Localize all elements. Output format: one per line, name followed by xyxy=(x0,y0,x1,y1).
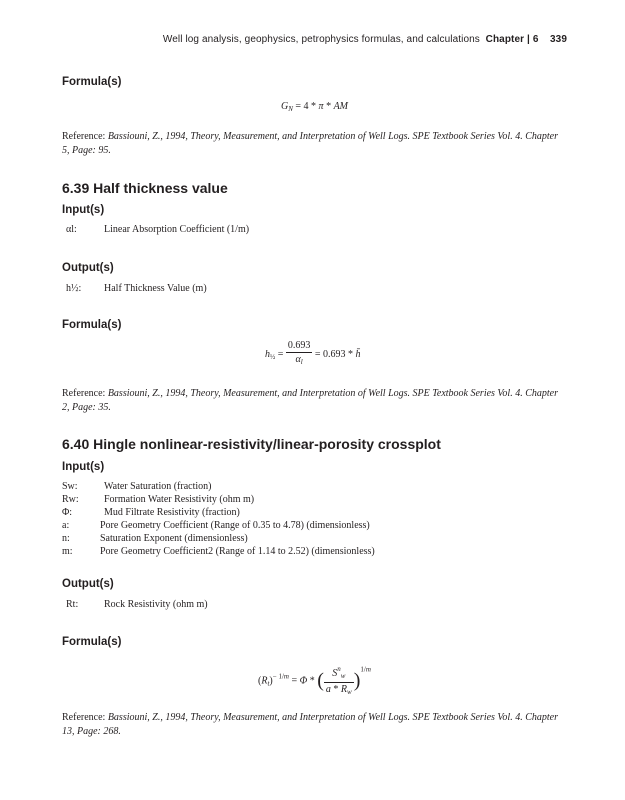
input-description: Water Saturation (fraction) xyxy=(104,481,212,492)
formula-gn: $G_N = 4 * \pi$ * AM xyxy=(281,101,349,113)
formula-heading: Formula(s) xyxy=(62,319,122,331)
input-symbol: Rw: xyxy=(62,494,79,505)
output-description: Rock Resistivity (ohm m) xyxy=(104,599,208,610)
output-symbol: Rt: xyxy=(66,599,79,610)
formula-heading: Formula(s) xyxy=(62,76,122,88)
reference-paragraph xyxy=(62,130,562,158)
section-title-6-40: 6.40 Hingle nonlinear-resistivity/linear-porosity crossplot xyxy=(62,436,441,452)
input-description: Formation Water Resistivity (ohm m) xyxy=(104,494,255,505)
output-description: Half Thickness Value (m) xyxy=(104,283,207,294)
chapter-number: 6 xyxy=(532,34,539,45)
reference-text: Bassiouni, Z., 1994, Theory, Measurement, and Interpretation of Well Logs. SPE Textbook Series Vol. 4. Chapter 13, Page: 268. xyxy=(62,712,558,737)
input-description: Pore Geometry Coefficient (Range of 0.35 to 4.78) (dimensionless) xyxy=(100,520,370,531)
chapter-label: Chapter xyxy=(485,34,525,45)
inputs-heading: Input(s) xyxy=(62,204,105,216)
reference-prefix: Reference: xyxy=(62,712,106,723)
input-symbol: αl: xyxy=(66,224,77,235)
reference-prefix: Reference: xyxy=(62,131,106,142)
input-symbol: Sw: xyxy=(62,481,78,492)
formula-half-thickness: $h_{\frac{1}{2}}$ = $\frac{0.693}{\alpha_l}$ = 0.693 * h̄ xyxy=(265,340,361,369)
reference-paragraph xyxy=(62,387,562,415)
outputs-heading: Output(s) xyxy=(62,262,114,274)
page-number: 339 xyxy=(550,34,567,45)
input-symbol: n: xyxy=(62,533,70,544)
formula-hingle: $(R_t)^{- 1/m} = \Phi$ * ( $\frac{S^n_w}{a * R_w}$ )$^{1/m}$ xyxy=(258,663,371,699)
input-description: Saturation Exponent (dimensionless) xyxy=(100,533,248,544)
outputs-heading: Output(s) xyxy=(62,578,114,590)
fraction: $\frac{0.693}{\alpha_l}$ xyxy=(287,340,311,366)
input-symbol: Φ: xyxy=(62,507,73,518)
header-separator: | xyxy=(527,34,530,45)
running-title: Well log analysis, geophysics, petrophysics formulas, and calculations xyxy=(162,34,480,45)
input-symbol: a: xyxy=(62,520,70,531)
input-description: Mud Filtrate Resistivity (fraction) xyxy=(104,507,240,518)
reference-text: Bassiouni, Z., 1994, Theory, Measurement, and Interpretation of Well Logs. SPE Textbook Series Vol. 4. Chapter 2, Page: 35. xyxy=(62,388,558,413)
input-description: Linear Absorption Coefficient (1/m) xyxy=(104,224,250,235)
fraction: $\frac{S^n_w}{a * R_w}$ xyxy=(325,665,352,696)
reference-text: Bassiouni, Z., 1994, Theory, Measurement, and Interpretation of Well Logs. SPE Textbook Series Vol. 4. Chapter 5, Page: 95. xyxy=(62,131,558,156)
reference-paragraph xyxy=(62,711,562,739)
running-header xyxy=(163,34,567,45)
inputs-heading: Input(s) xyxy=(62,461,105,473)
reference-prefix: Reference: xyxy=(62,388,106,399)
section-title-6-39: 6.39 Half thickness value xyxy=(62,180,228,196)
output-symbol: h½: xyxy=(66,283,82,294)
input-symbol: m: xyxy=(62,546,73,557)
formula-heading: Formula(s) xyxy=(62,636,122,648)
input-description: Pore Geometry Coefficient2 (Range of 1.14 to 2.52) (dimensionless) xyxy=(100,546,375,557)
